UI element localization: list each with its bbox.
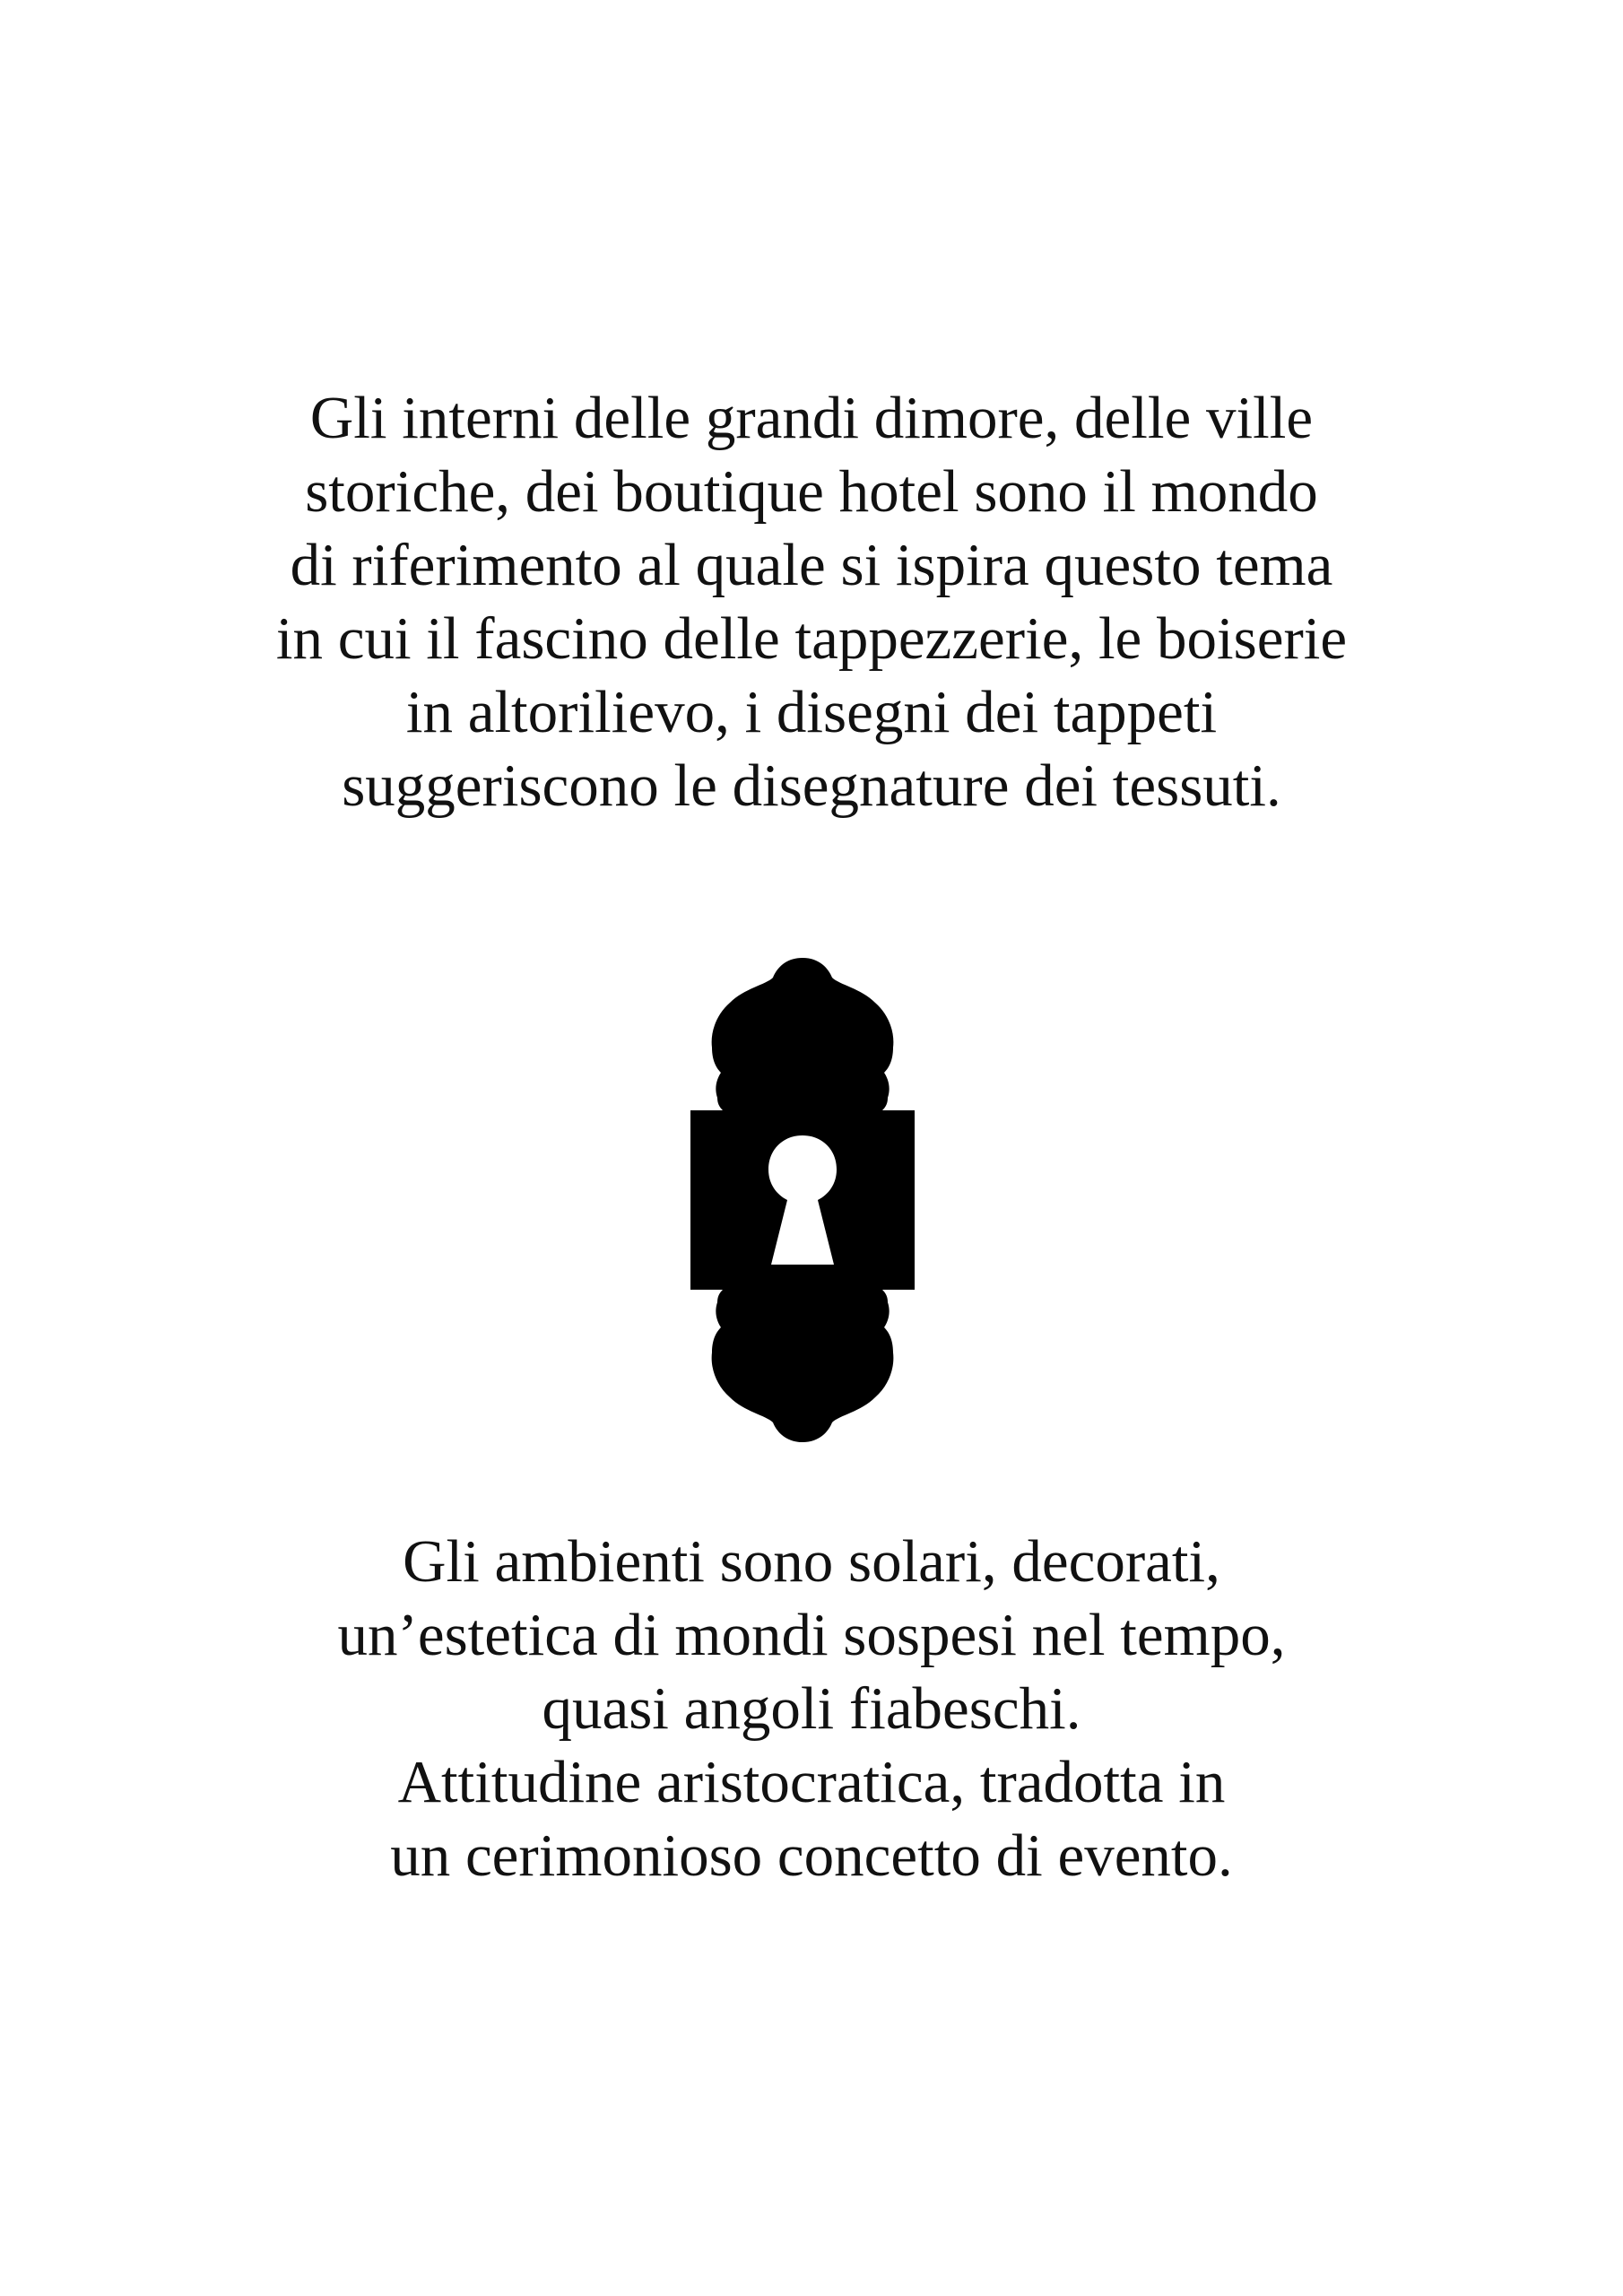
closing-line: un cerimonioso concetto di evento. [390, 1822, 1233, 1889]
closing-line: Gli ambienti sono solari, decorati, [403, 1528, 1220, 1595]
intro-line: di riferimento al quale si ispira questo tema [290, 532, 1333, 598]
closing-line: Attitudine aristocratica, tradotta in [397, 1749, 1226, 1815]
keyhole-escutcheon-graphic [690, 958, 915, 1442]
closing-line: un’estetica di mondi sospesi nel tempo, [337, 1602, 1286, 1668]
keyhole-escutcheon-icon [690, 958, 915, 1442]
intro-line: Gli interni delle grandi dimore, delle ville [309, 385, 1314, 451]
closing-line: quasi angoli fiabeschi. [542, 1675, 1081, 1742]
intro-line: suggeriscono le disegnature dei tessuti. [342, 752, 1281, 819]
intro-line: in altorilievo, i disegni dei tappeti [405, 679, 1218, 745]
closing-paragraph [0, 1525, 1623, 1892]
intro-line: in cui il fascino delle tappezzerie, le boiserie [275, 605, 1348, 672]
intro-paragraph [0, 381, 1623, 822]
intro-line: storiche, dei boutique hotel sono il mondo [305, 458, 1318, 525]
